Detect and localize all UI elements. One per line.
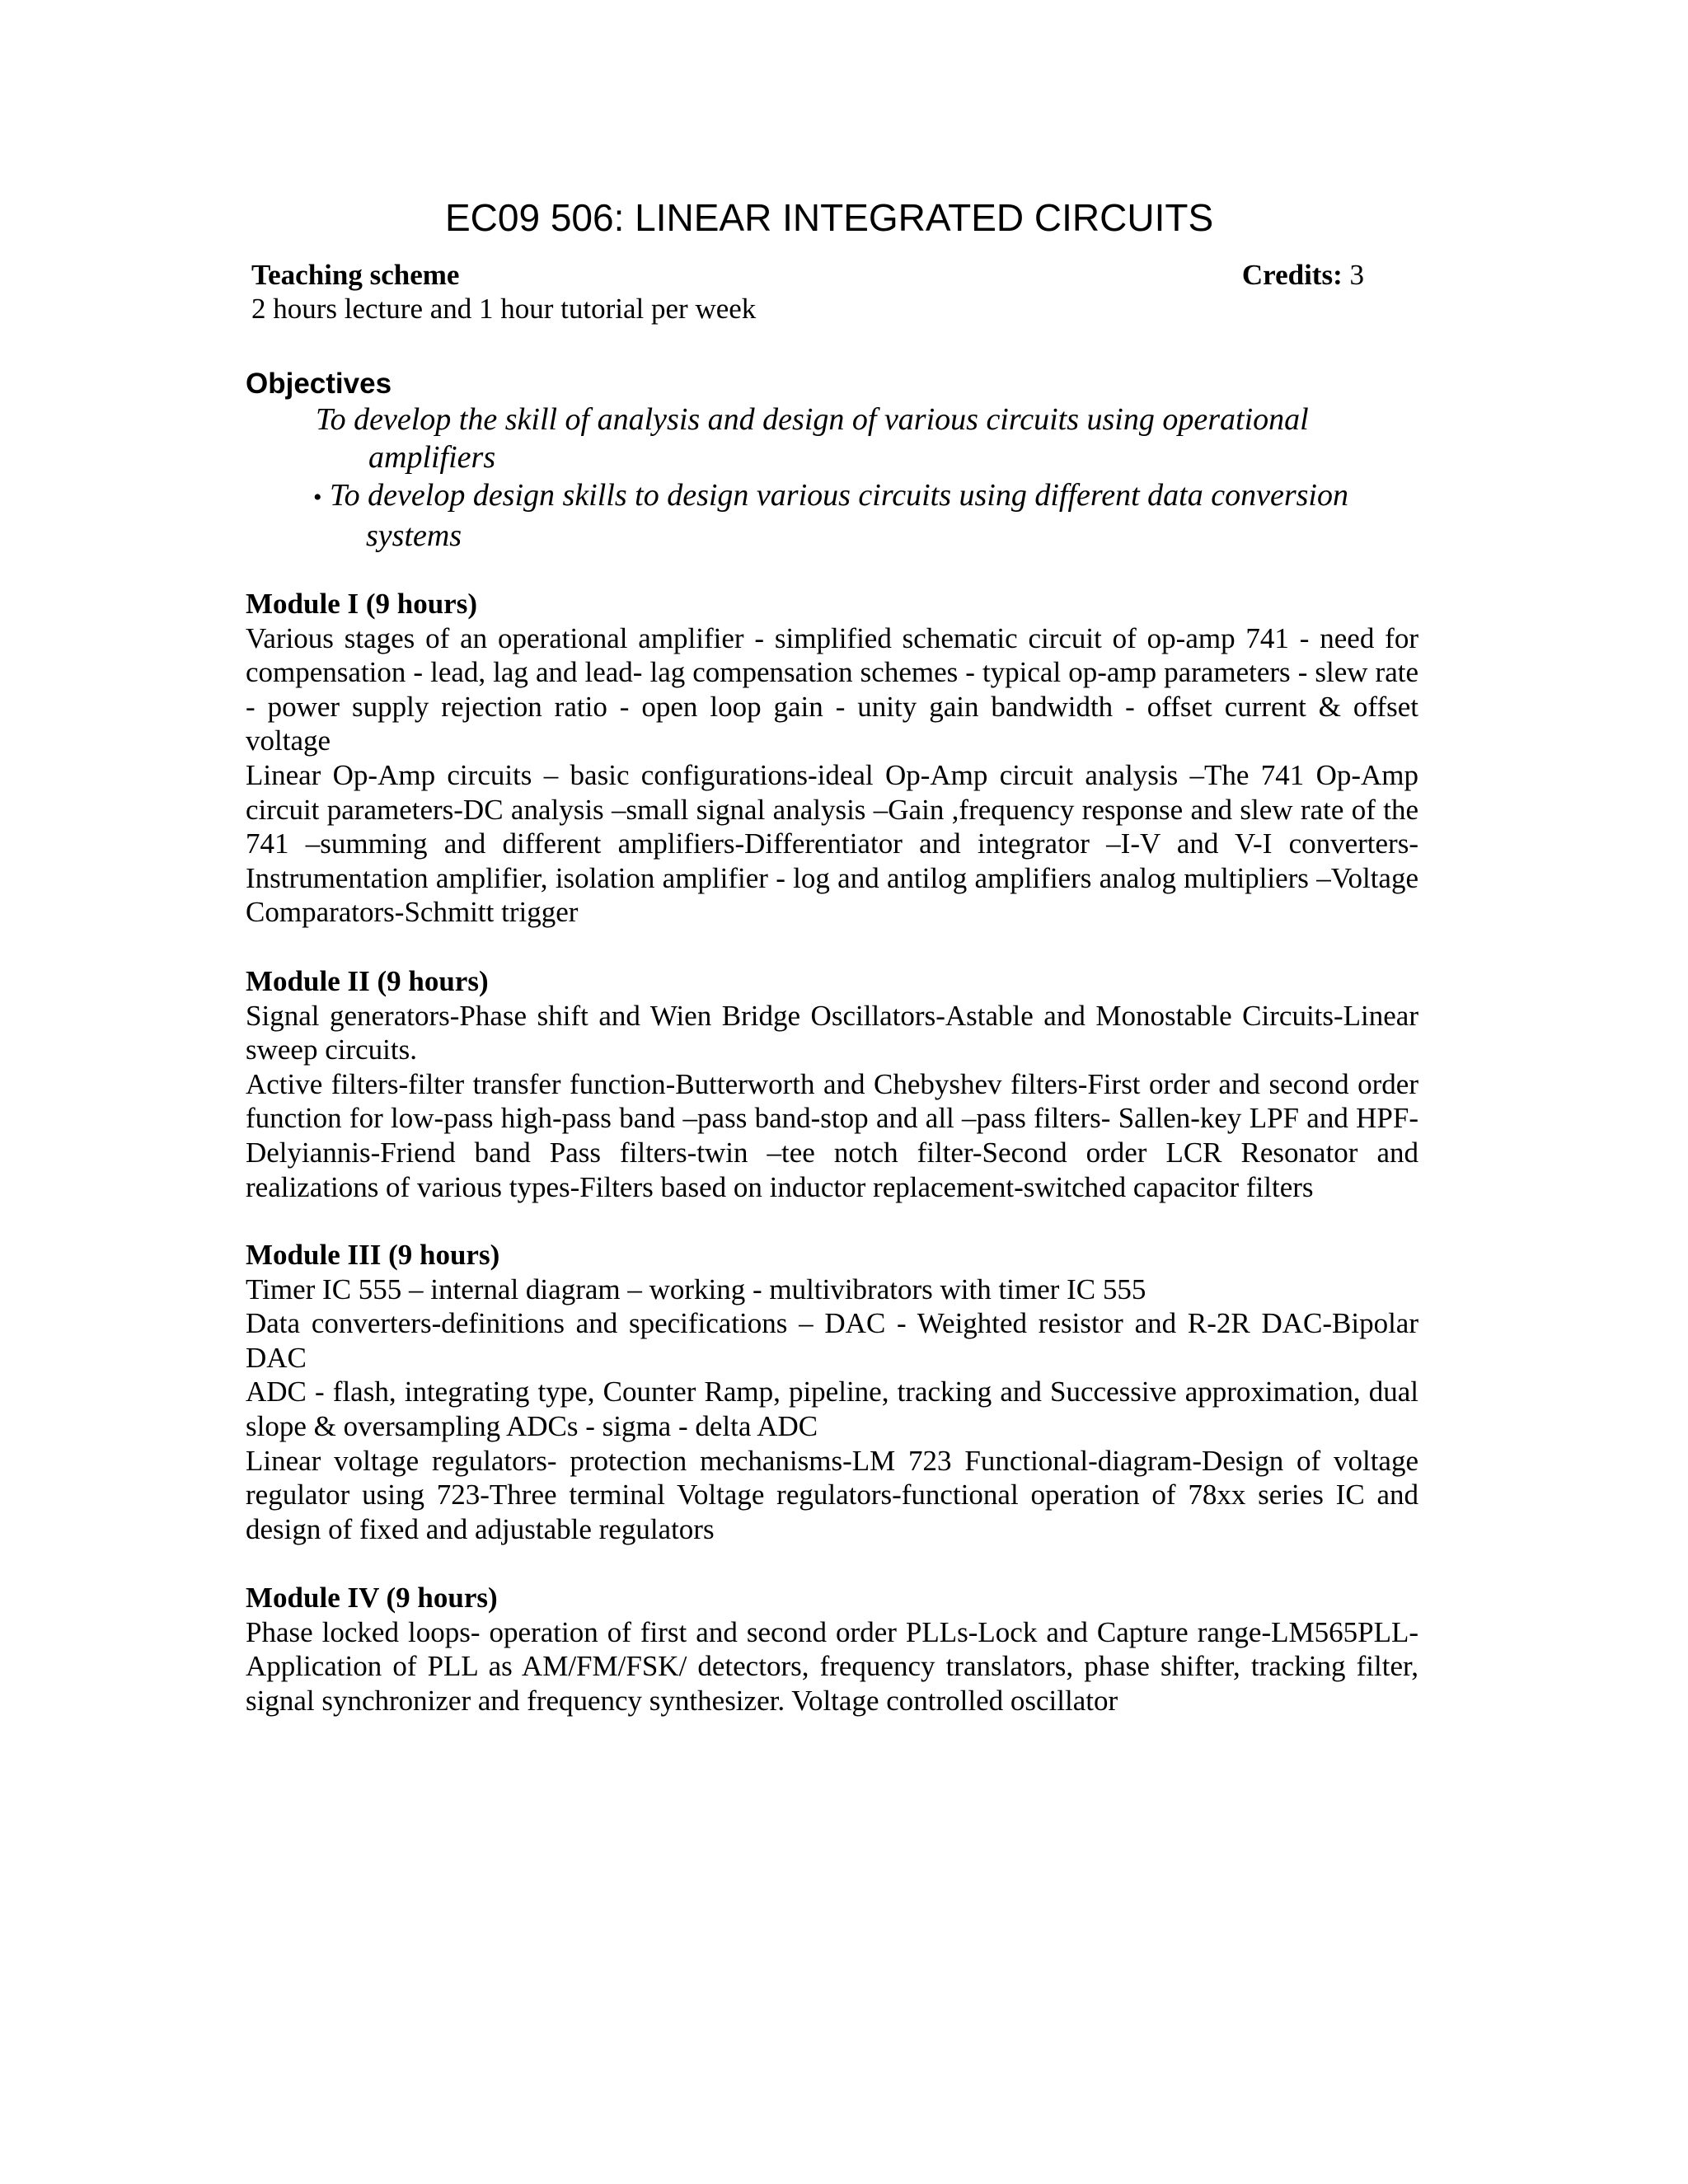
- credits-value: 3: [1349, 259, 1364, 291]
- module-section: [246, 964, 1418, 1204]
- module-paragraph: Timer IC 555 – internal diagram – working - multivibrators with timer IC 555: [246, 1272, 1146, 1305]
- teaching-scheme-row: [251, 257, 1364, 293]
- module-section: [246, 587, 1418, 930]
- credits-label: Credits:: [1241, 259, 1343, 291]
- objective-text-line2: systems: [366, 518, 462, 553]
- objective-text-line2: amplifiers: [368, 440, 496, 475]
- teaching-scheme-label: Teaching scheme: [251, 259, 460, 291]
- module-heading: Module III (9 hours): [246, 1239, 500, 1271]
- objective-item: [316, 401, 1418, 476]
- module-paragraph: Signal generators-Phase shift and Wien Bridge Oscillators-Astable and Monostable Circuits-Linear sweep circuits.: [246, 999, 1418, 1066]
- objective-item: [313, 476, 1418, 555]
- module-paragraph: ADC - flash, integrating type, Counter Ramp, pipeline, tracking and Successive approximation, dual slope & oversampling ADCs - sigma - delta ADC: [246, 1376, 1418, 1442]
- bullet-icon: •: [313, 484, 322, 511]
- course-title: EC09 506: LINEAR INTEGRATED CIRCUITS: [445, 196, 1214, 239]
- module-section: [246, 1581, 1418, 1718]
- objectives-heading: Objectives: [246, 368, 392, 400]
- module-paragraph: Data converters-definitions and specifications – DAC - Weighted resistor and R-2R DAC-Bipolar DAC: [246, 1307, 1418, 1374]
- module-heading: Module II (9 hours): [246, 965, 489, 997]
- module-heading: Module IV (9 hours): [246, 1582, 498, 1614]
- credits: [1242, 257, 1364, 293]
- contact-hours: 2 hours lecture and 1 hour tutorial per week: [251, 293, 757, 325]
- module-paragraph: Linear voltage regulators- protection mechanisms-LM 723 Functional-diagram-Design of voltage regulator using 723-Three terminal Voltage regulators-functional operation of 78xx series IC and design of fixed and adjustable regulators: [246, 1444, 1418, 1545]
- objective-text-line1: To develop the skill of analysis and design of various circuits using operational: [316, 402, 1309, 437]
- module-paragraph: Linear Op-Amp circuits – basic configurations-ideal Op-Amp circuit analysis –The 741 Op-Amp circuit parameters-DC analysis –small signal analysis –Gain ,frequency response and slew rate of the 741 –summing and different amplifiers-Differentiator and integrator –I-V and V-I converters-Instrumentation amplifier, isolation amplifier - log and antilog amplifiers analog multipliers –Voltage Comparators-Schmitt trigger: [246, 758, 1418, 929]
- module-heading: Module I (9 hours): [246, 588, 477, 620]
- objective-text-line1: To develop design skills to design various circuits using different data conversion: [330, 478, 1348, 513]
- module-paragraph: Active filters-filter transfer function-Butterworth and Chebyshev filters-First order and second order function for low-pass high-pass band –pass band-stop and all –pass filters- Sallen-key LPF and HPF-Delyiannis-Friend band Pass filters-twin –tee notch filter-Second order LCR Resonator and realizations of various types-Filters based on inductor replacement-switched capacitor filters: [246, 1067, 1418, 1203]
- module-paragraph: Various stages of an operational amplifier - simplified schematic circuit of op-amp 741 - need for compensation - lead, lag and lead- lag compensation schemes - typical op-amp parameters - slew rate - power supply rejection ratio - open loop gain - unity gain bandwidth - offset current & offset voltage: [246, 621, 1418, 757]
- module-section: [246, 1238, 1418, 1546]
- module-paragraph: Phase locked loops- operation of first and second order PLLs-Lock and Capture range-LM565PLL-Application of PLL as AM/FM/FSK/ detectors, frequency translators, phase shifter, tracking filter, signal synchronizer and frequency synthesizer. Voltage controlled oscillator: [246, 1615, 1418, 1717]
